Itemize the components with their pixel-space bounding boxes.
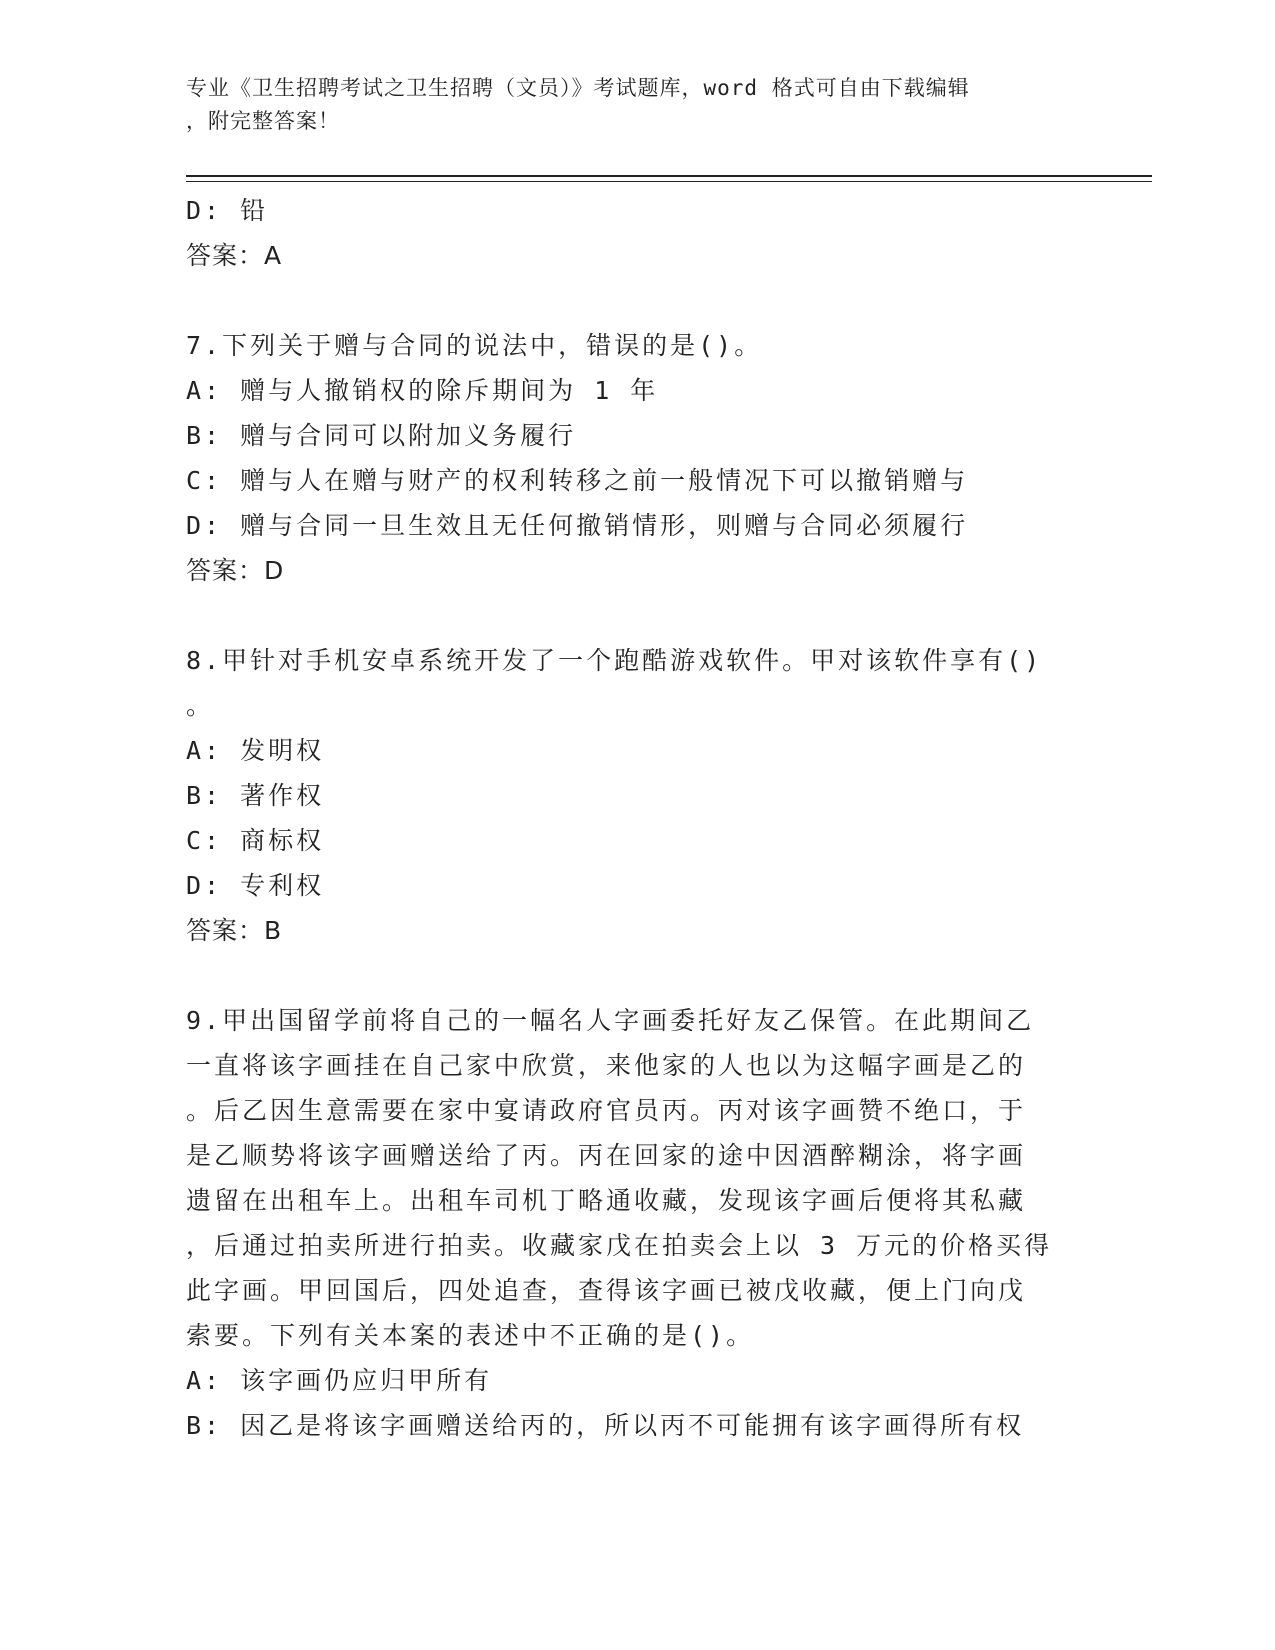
question-9: [186, 998, 1066, 1448]
q7-option-c: C: 赠与人在赠与财产的权利转移之前一般情况下可以撤销赠与: [186, 466, 969, 495]
page-header: [186, 72, 1066, 138]
q9-stem-line: 遗留在出租车上。出租车司机丁略通收藏，发现该字画后便将其私藏: [186, 1186, 1027, 1215]
spacer: [186, 953, 1066, 998]
header-line-2: ，附完整答案！: [186, 109, 340, 133]
header-line-1: 专业《卫生招聘考试之卫生招聘（文员）》考试题库，word 格式可自由下载编辑: [186, 76, 970, 100]
q9-stem-line: 是乙顺势将该字画赠送给了丙。丙在回家的途中因酒醉糊涂，将字画: [186, 1141, 1027, 1170]
q9-stem-line: 。后乙因生意需要在家中宴请政府官员丙。丙对该字画赞不绝口，于: [186, 1096, 1027, 1125]
q9-option-b: B: 因乙是将该字画赠送给丙的，所以丙不可能拥有该字画得所有权: [186, 1411, 1025, 1440]
question-7: [186, 323, 1066, 593]
spacer: [186, 278, 1066, 323]
q7-option-d: D: 赠与合同一旦生效且无任何撤销情形，则赠与合同必须履行: [186, 511, 969, 540]
q6-option-d: D: 铅: [186, 196, 269, 225]
question-6: [186, 188, 1066, 278]
q9-stem-line: 一直将该字画挂在自己家中欣赏，来他家的人也以为这幅字画是乙的: [186, 1051, 1027, 1080]
q8-stem-line-2: 。: [186, 691, 215, 720]
q8-option-b: B: 著作权: [186, 781, 325, 810]
q8-option-c: C: 商标权: [186, 826, 325, 855]
q7-answer: 答案：D: [186, 556, 285, 585]
q7-stem: 7.下列关于赠与合同的说法中，错误的是()。: [186, 331, 763, 360]
q8-answer: 答案：B: [186, 916, 283, 945]
q9-stem-line: 索要。下列有关本案的表述中不正确的是()。: [186, 1321, 755, 1350]
q9-option-a: A: 该字画仍应归甲所有: [186, 1366, 493, 1395]
header-rule-thin: [186, 181, 1152, 182]
q9-stem-line: ，后通过拍卖所进行拍卖。收藏家戊在拍卖会上以 3 万元的价格买得: [186, 1231, 1053, 1260]
q8-option-a: A: 发明权: [186, 736, 325, 765]
header-rule-thick: [186, 175, 1152, 177]
q7-option-b: B: 赠与合同可以附加义务履行: [186, 421, 577, 450]
q9-stem-line: 此字画。甲回国后，四处追查，查得该字画已被戊收藏，便上门向戊: [186, 1276, 1027, 1305]
question-content: [186, 188, 1066, 1448]
q9-stem-line: 9.甲出国留学前将自己的一幅名人字画委托好友乙保管。在此期间乙: [186, 1006, 1035, 1035]
q8-stem-line-1: 8.甲针对手机安卓系统开发了一个跑酷游戏软件。甲对该软件享有(): [186, 646, 1043, 675]
q7-option-a: A: 赠与人撤销权的除斥期间为 1 年: [186, 376, 659, 405]
q8-option-d: D: 专利权: [186, 871, 325, 900]
q6-answer: 答案：A: [186, 241, 283, 270]
question-8: [186, 638, 1066, 953]
spacer: [186, 593, 1066, 638]
